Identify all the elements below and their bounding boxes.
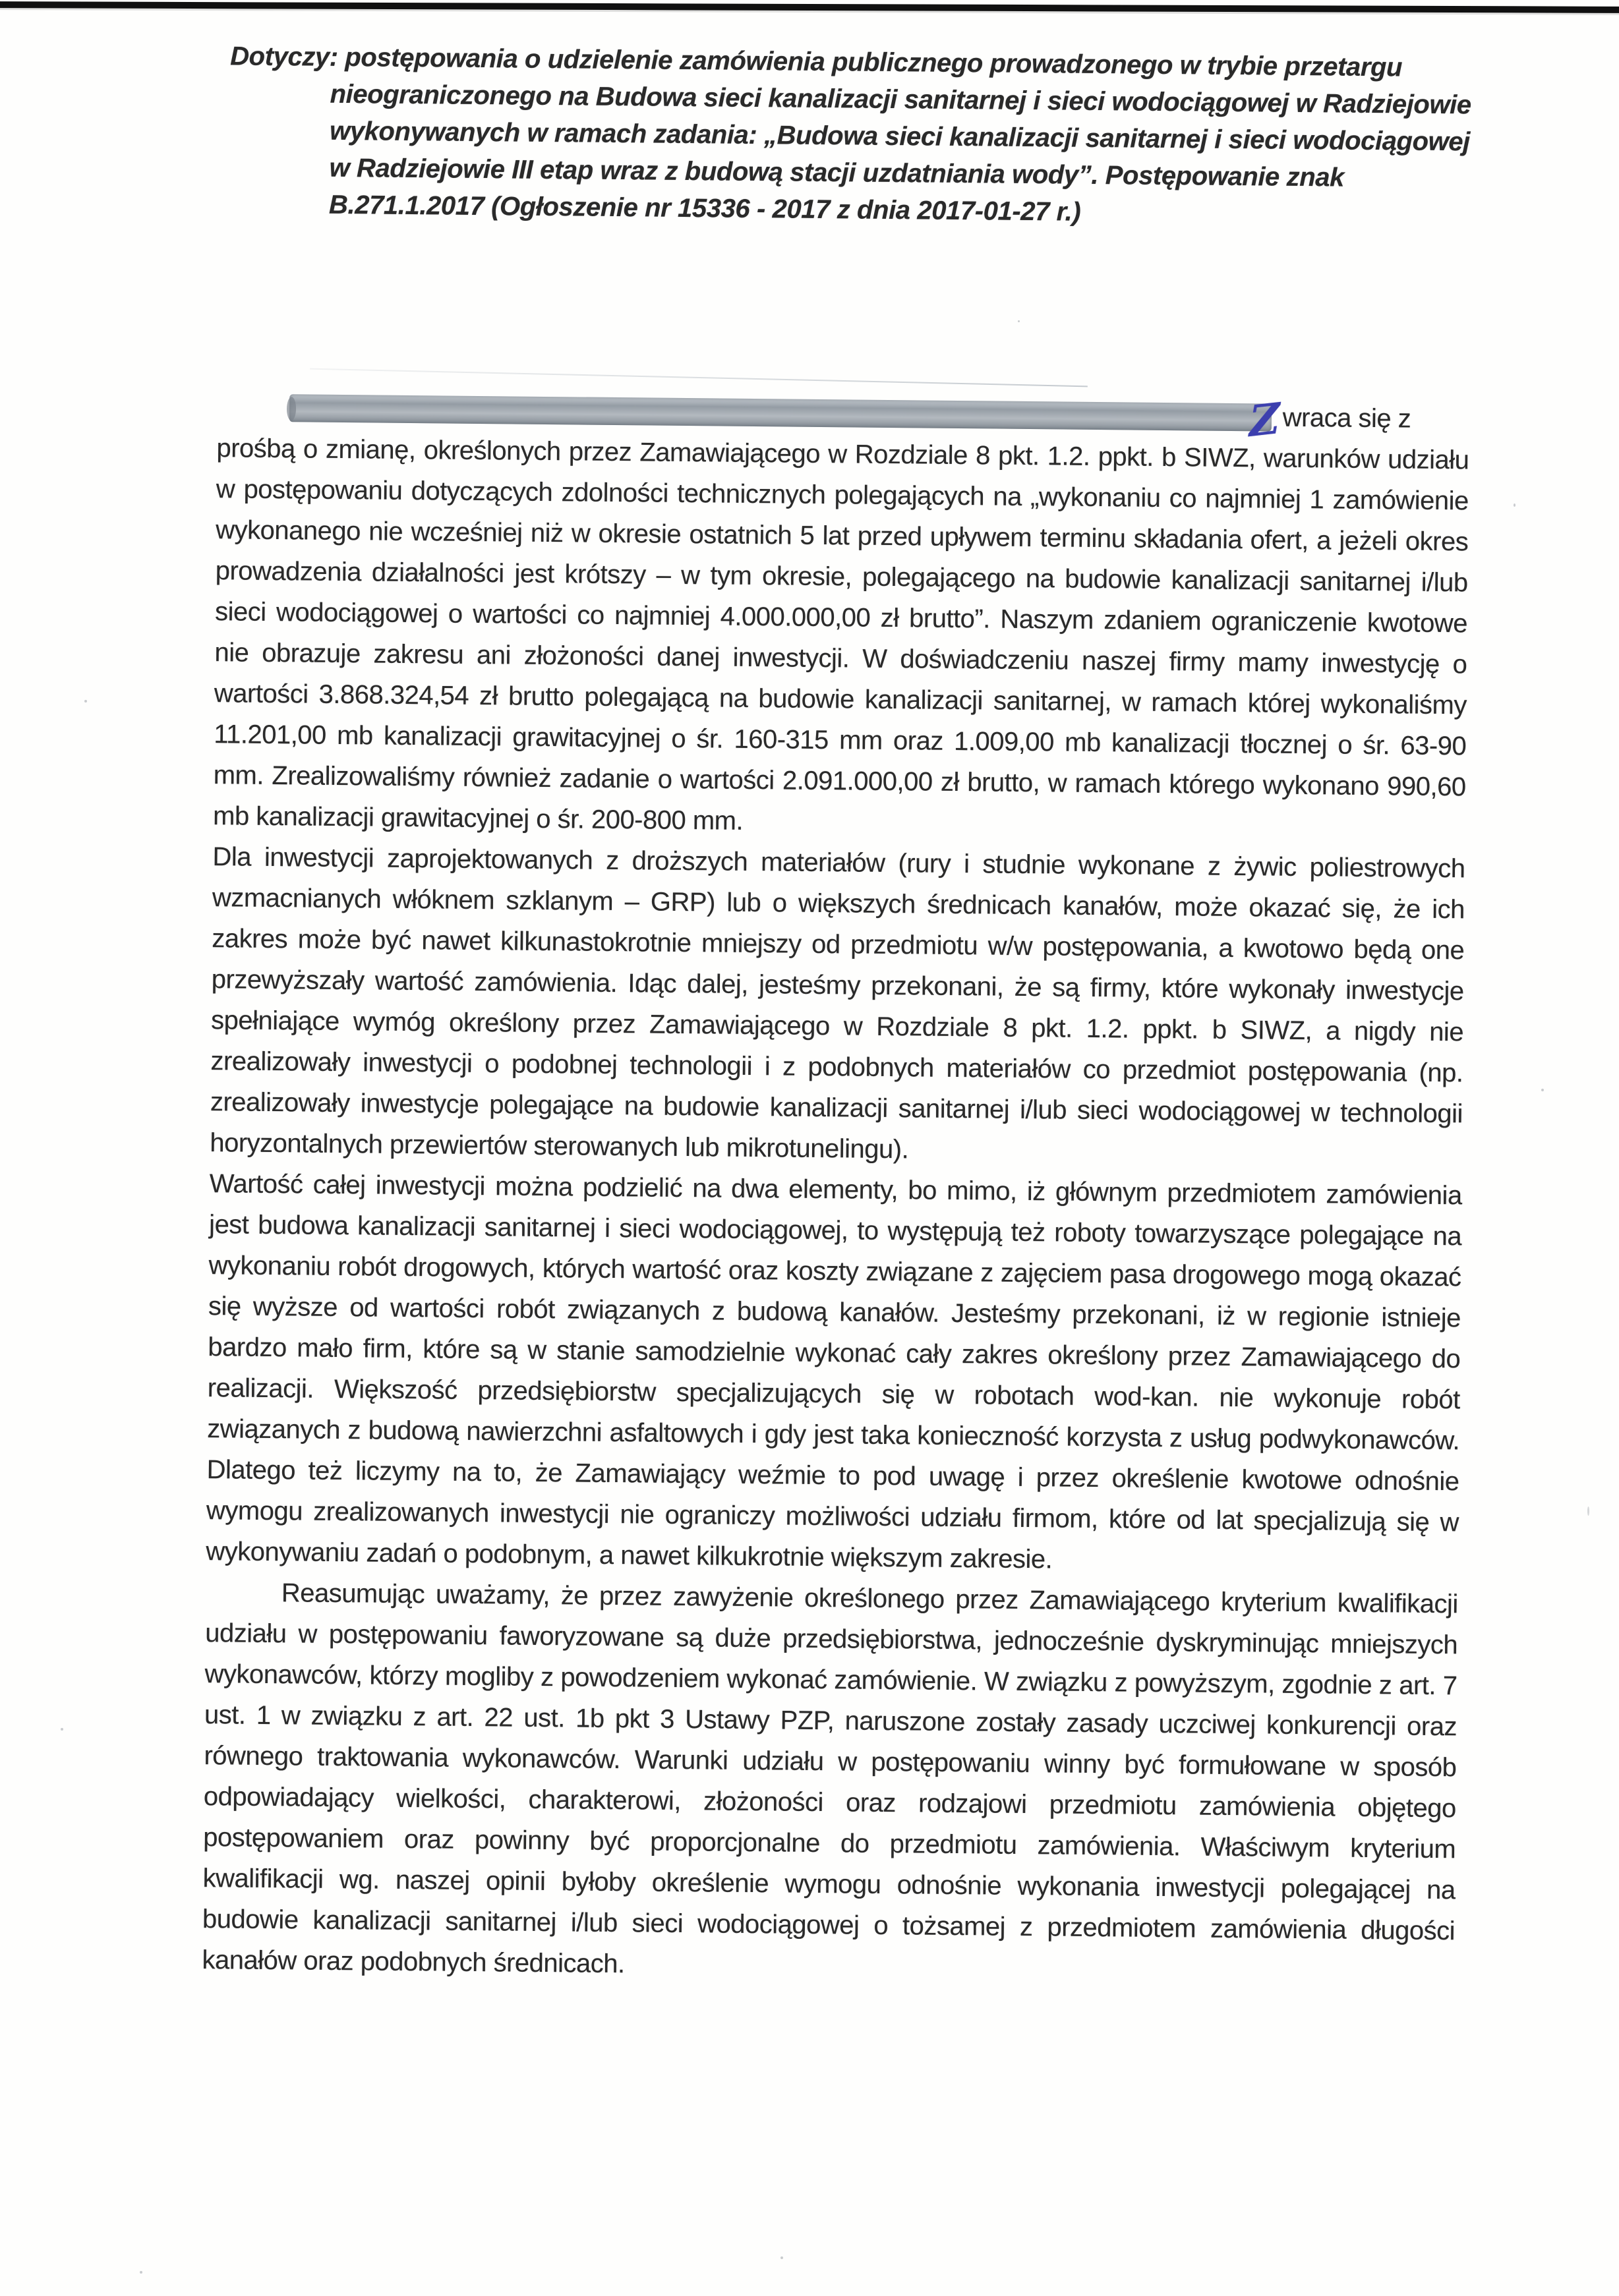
scan-speck — [84, 700, 87, 703]
handwritten-letter: Z — [1249, 393, 1280, 447]
body-paragraph: Dla inwestycji zaprojektowanych z droższych materiałów (rury i studnie wykonane z żywic poliestrowych wzmacnianych włóknem szklanym – GRP) lub o większych średnicach kanałów, może okazać się, że ich zakres może być nawet kilkunastokrotnie mniejszy od przedmiotu w/w postępowania, a kwotowo będą one przewyższały wartość zamówienia. Idąc dalej, jesteśmy przekonani, że są firmy, które wykonały inwestycje spełniające wymóg określony przez Zamawiającego w Rozdziale 8 pkt. 1.2. ppkt. b SIWZ, a nigdy nie zrealizowały inwestycji o podobnej technologii i z podobnych materiałów co przedmiot postępowania (np. zrealizowały inwestycje polegające na budowie kanalizacji sanitarnej i/lub sieci wodociągowej w technologii horyzontalnych przewiertów sterowanych lub mikrotunelingu). — [210, 842, 1465, 1164]
scan-speck — [1018, 320, 1020, 322]
scan-speck — [1514, 503, 1516, 507]
scan-speck — [140, 2271, 142, 2274]
scan-speck — [1541, 1089, 1544, 1091]
body-paragraph: Reasumując uważamy, że przez zawyżenie określonego przez Zamawiającego kryterium kwalifikacji udziału w postępowaniu faworyzowane są duże przedsiębiorstwa, jednocześnie dyskryminując mniejszych wykonawców, którzy mogliby z powodzeniem wykonać zamówienie. W związku z powyższym, zgodnie z art. 7 ust. 1 w związku z art. 22 ust. 1b pkt 3 Ustawy PZP, naruszone zostały zasady uczciwej konkurencji oraz równego traktowania wykonawców. Warunki udziału w postępowaniu winny być formułowane w sposób odpowiadający wielkości, charakterowi, złożoności oraz rodzajowi przedmiotu zamówienia objętego postępowaniem oraz powinny być proporcjonalne do przedmiotu zamówienia. Właściwym kryterium kwalifikacji wg. naszej opinii byłoby określenie wymogu odnośnie wykonania inwestycji polegającej na budowie kanalizacji sanitarnej i/lub sieci wodociągowej o tożsamej z przedmiotem zamówienia długości kanałów oraz podobnych średnicach. — [202, 1578, 1458, 1979]
letter-body — [202, 428, 1469, 1992]
redaction-bar — [289, 394, 1272, 431]
scan-speck — [1587, 1507, 1589, 1516]
body-paragraph: prośbą o zmianę, określonych przez Zamawiającego w Rozdziale 8 pkt. 1.2. ppkt. b SIWZ, warunków udziału w postępowaniu dotyczących zdolności technicznych polegających na „wykonaniu co najmniej 1 zamówienie wykonanego nie wcześniej niż w okresie ostatnich 5 lat przed upływem terminu składania ofert, a jeżeli okres prowadzenia działalności jest krótszy – w tym okresie, polegającego na budowie kanalizacji sanitarnej i/lub sieci wodociągowej o wartości co najmniej 4.000.000,00 zł brutto”. Naszym zdaniem ograniczenie kwotowe nie obrazuje zakresu ani złożoności danej inwestycji. W doświadczeniu naszej firmy mamy inwestycję o wartości 3.868.324,54 zł brutto polegającą na budowie kanalizacji sanitarnej, w ramach której wykonaliśmy 11.201,00 mb kanalizacji grawitacyjnej o śr. 160-315 mm oraz 1.009,00 mb kanalizacji tłocznej o śr. 63-90 mm. Zrealizowaliśmy również zadanie o wartości 2.091.000,00 zł brutto, w ramach którego wykonano 990,60 mb kanalizacji grawitacyjnej o śr. 200-800 mm. — [212, 434, 1469, 836]
body-paragraph: Wartość całej inwestycji można podzielić na dwa elementy, bo mimo, iż głównym przedmiotem zamówienia jest budowa kanalizacji sanitarnej i sieci wodociągowej, to występują też roboty towarzyszące polegające na wykonaniu robót drogowych, których wartość oraz koszty związane z zajęciem pasa drogowego mogą okazać się wyższe od wartości robót związanych z budową kanałów. Jesteśmy przekonani, iż w regionie istnieje bardzo mało firm, które są w stanie samodzielnie wykonać cały zakres określony przez Zamawiającego do realizacji. Większość przedsiębiorstw specjalizujących się w robotach wod-kan. nie wykonuje robót związanych z budową nawierzchni asfaltowych i gdy jest taka konieczność korzysta z usług podwykonawców. Dlatego też liczymy na to, że Zamawiający weźmie to pod uwagę i przez określenie kwotowe odnośnie wymogu zrealizowanych inwestycji nie ograniczy możliwości udziału firmom, które od lat specjalizują się w wykonywaniu zadań o podobnym, a nawet kilkukrotnie większym zakresie. — [206, 1169, 1462, 1574]
scan-speck — [61, 1728, 63, 1731]
redacted-line-text: wraca się z — [1282, 403, 1411, 434]
scan-speck — [780, 2256, 783, 2259]
subject-line: Dotyczy: postępowania o udzielenie zamówienia publicznego prowadzonego w trybie przetargu nieograniczonego na Budowa sieci kanalizacji sanitarnej i sieci wodociągowej w Radziejowie wykonywanych w ramach zadania: „Budowa sieci kanalizacji sanitarnej i sieci wodociągowej w Radziejowie III etap wraz z budową stacji uzdatniania wody”. Postępowanie znak B.271.1.2017 (Ogłoszenie nr 15336 - 2017 z dnia 2017-01-27 r.) — [229, 42, 1471, 227]
